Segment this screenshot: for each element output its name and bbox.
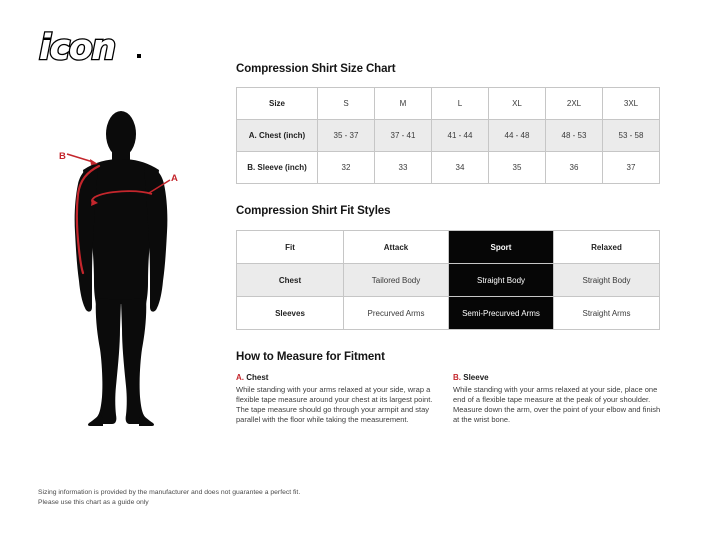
measure-chest-label: Chest: [246, 373, 269, 382]
measure-sleeve-heading: [453, 373, 664, 382]
arrowhead-b: [90, 159, 98, 165]
sleeve-value: 35: [489, 152, 546, 184]
chest-row: [237, 120, 660, 152]
fit-chest-attack: Tailored Body: [344, 264, 449, 297]
sleeve-value: 34: [432, 152, 489, 184]
fit-row-label-sleeves: Sleeves: [237, 297, 344, 330]
fit-col-relaxed: Relaxed: [554, 231, 660, 264]
col-header-3xl: 3XL: [603, 88, 660, 120]
col-header-l: L: [432, 88, 489, 120]
chest-value: 35 - 37: [318, 120, 375, 152]
body-silhouette-figure: [40, 100, 210, 430]
col-header-size: Size: [237, 88, 318, 120]
col-header-m: M: [375, 88, 432, 120]
icon-brand-logo: [34, 28, 154, 70]
disclaimer-line-1: Sizing information is provided by the manufacturer and does not guarantee a perfect fit.: [38, 489, 301, 496]
col-header-s: S: [318, 88, 375, 120]
fit-styles-table: [236, 230, 660, 330]
fit-sleeves-row: [237, 297, 660, 330]
row-label-sleeve: B. Sleeve (inch): [237, 152, 318, 184]
measure-chest-heading: [236, 373, 447, 382]
measure-chest-text: While standing with your arms relaxed at your side, wrap a flexible tape measure around your chest at its largest point. The tape measure should go through your armpit and stay parallel with the floor while taking the measurement.: [236, 385, 433, 424]
measure-sleeve-text: While standing with your arms relaxed at your side, place one end of a flexible tape measure at the peak of your shoulder. Measure down the arm, over the point of your elbow and finish at the wrist bone.: [453, 385, 661, 424]
fit-header-row: [237, 231, 660, 264]
fit-col-sport: Sport: [449, 231, 554, 264]
measure-item-chest: [236, 373, 447, 425]
measure-sleeve-key: B.: [453, 373, 461, 382]
fit-row-label-chest: Chest: [237, 264, 344, 297]
chest-value: 37 - 41: [375, 120, 432, 152]
chest-value: 48 - 53: [546, 120, 603, 152]
disclaimer-line-2: Please use this chart as a guide only: [38, 498, 149, 506]
row-label-chest: A. Chest (inch): [237, 120, 318, 152]
logo-registered-mark: [137, 54, 141, 58]
fit-chest-relaxed: Straight Body: [554, 264, 660, 297]
fit-chest-sport: Straight Body: [449, 264, 554, 297]
fit-col-attack: Attack: [344, 231, 449, 264]
sleeve-value: 37: [603, 152, 660, 184]
col-header-2xl: 2XL: [546, 88, 603, 120]
sleeve-value: 36: [546, 152, 603, 184]
sleeve-value: 33: [375, 152, 432, 184]
size-header-row: [237, 88, 660, 120]
logo-wordmark: icon: [39, 28, 115, 68]
col-header-xl: XL: [489, 88, 546, 120]
chest-value: 44 - 48: [489, 120, 546, 152]
fit-sleeves-attack: Precurved Arms: [344, 297, 449, 330]
size-chart-table: [236, 87, 660, 184]
leader-line-b: [67, 154, 93, 162]
fit-sleeves-relaxed: Straight Arms: [554, 297, 660, 330]
size-chart-title: Compression Shirt Size Chart: [236, 63, 396, 75]
figure-label-a: A: [171, 173, 178, 184]
sleeve-value: 32: [318, 152, 375, 184]
measure-section-title: How to Measure for Fitment: [236, 351, 385, 363]
measure-chest-key: A.: [236, 373, 244, 382]
measure-item-sleeve: [453, 373, 664, 425]
sleeve-row: [237, 152, 660, 184]
measure-sleeve-label: Sleeve: [463, 373, 489, 382]
fit-chest-row: [237, 264, 660, 297]
body-silhouette: [75, 111, 168, 426]
disclaimer: [38, 488, 300, 507]
fit-styles-title: Compression Shirt Fit Styles: [236, 205, 391, 217]
fit-col-header: Fit: [237, 231, 344, 264]
chest-value: 41 - 44: [432, 120, 489, 152]
fit-sleeves-sport: Semi-Precurved Arms: [449, 297, 554, 330]
chest-value: 53 - 58: [603, 120, 660, 152]
figure-label-b: B: [59, 151, 66, 162]
